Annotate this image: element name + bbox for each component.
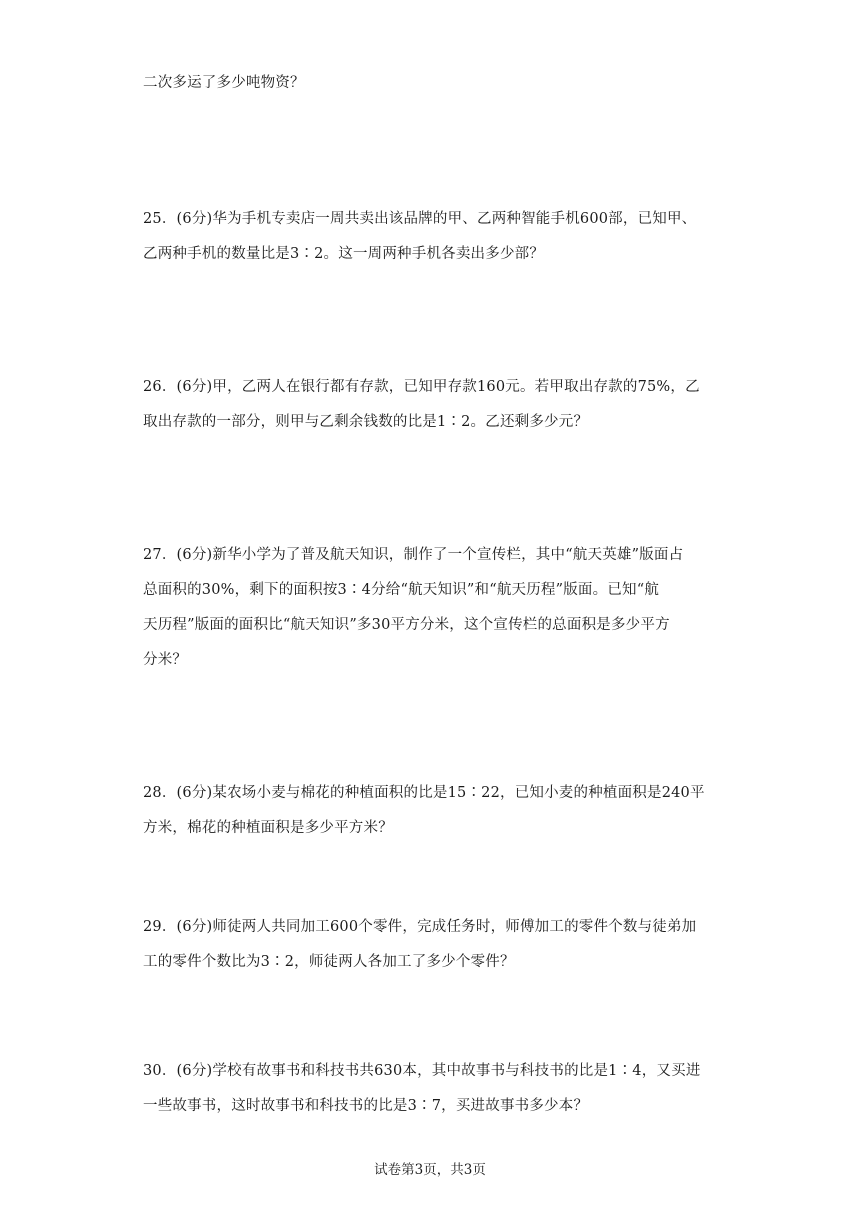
text-line: 工的零件个数比为3∶2，师徒两人各加工了多少个零件？ [143,954,515,970]
question-29 [143,910,723,980]
question-28 [143,776,723,846]
text-line: 取出存款的一部分，则甲与乙剩余钱数的比是1∶2。乙还剩多少元？ [143,414,589,430]
text-line: 方米，棉花的种植面积是多少平方米？ [143,820,393,836]
text-line: 二次多运了多少吨物资？ [143,75,305,91]
text-line: 乙两种手机的数量比是3∶2。这一周两种手机各卖出多少部？ [143,246,545,262]
question-30 [143,1054,723,1124]
text-line: 总面积的30%，剩下的面积按3∶4分给“航天知识”和“航天历程”版面。已知“航 [143,582,660,598]
text-line: 一些故事书，这时故事书和科技书的比是3∶7，买进故事书多少本？ [143,1098,589,1114]
text-line: 天历程”版面的面积比“航天知识”多30平方分米，这个宣传栏的总面积是多少平方 [143,617,670,633]
page-footer: 试卷第3页，共3页 [374,1162,486,1178]
text-line: 27．(6分)新华小学为了普及航天知识，制作了一个宣传栏，其中“航天英雄”版面占 [143,547,684,563]
question-25 [143,202,723,272]
text-line: 28．(6分)某农场小麦与棉花的种植面积的比是15∶22，已知小麦的种植面积是240平 [143,785,705,801]
continuation-text [143,66,723,101]
text-line: 25．(6分)华为手机专卖店一周共卖出该品牌的甲、乙两种智能手机600部，已知甲、 [143,211,697,227]
text-line: 26．(6分)甲，乙两人在银行都有存款，已知甲存款160元。若甲取出存款的75%，乙 [143,379,700,395]
text-line: 29．(6分)师徒两人共同加工600个零件，完成任务时，师傅加工的零件个数与徒弟加 [143,919,697,935]
text-line: 分米？ [143,652,188,668]
question-26 [143,370,723,440]
question-27 [143,538,723,678]
text-line: 30．(6分)学校有故事书和科技书共630本，其中故事书与科技书的比是1∶4，又买进 [143,1063,701,1079]
